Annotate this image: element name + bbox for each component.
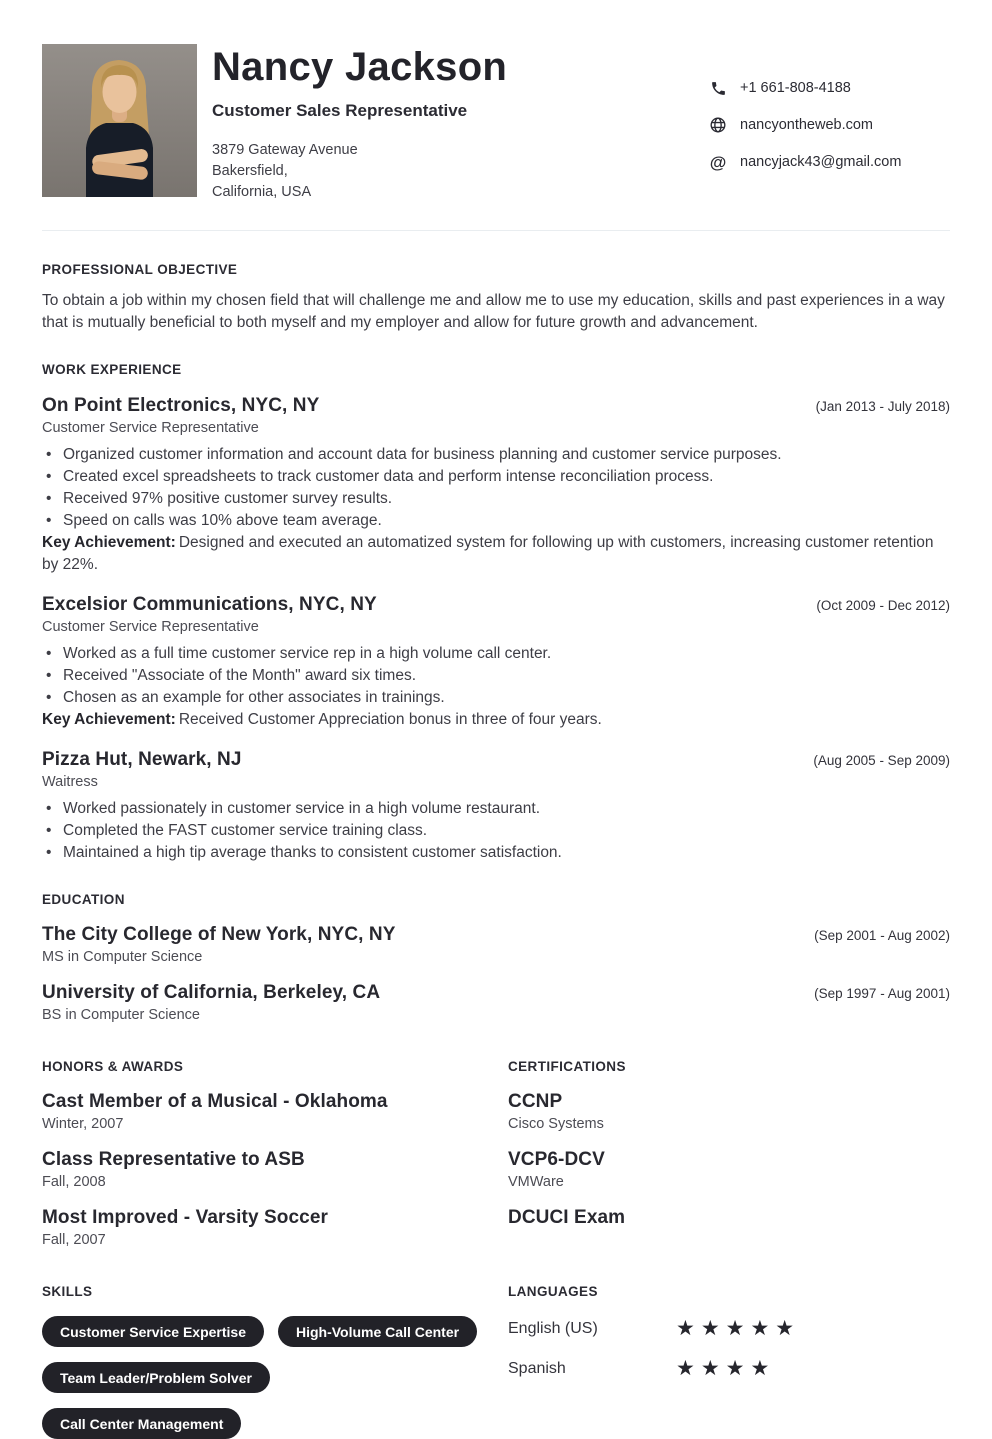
header-divider [42,230,950,231]
award-title: Class Representative to ASB [42,1149,305,1170]
certification-name: VCP6-DCV [508,1149,605,1170]
key-achievement [42,709,950,731]
section-honors-certifications [42,1059,950,1248]
certification-org: Cisco Systems [508,1116,604,1132]
job-bullets [42,643,950,709]
school-date: (Sep 1997 - Aug 2001) [814,986,950,1001]
language-star-rating: ★★★★ [676,1356,776,1380]
award-entry [42,1149,508,1190]
certification-name: DCUCI Exam [508,1207,626,1228]
school-degree: MS in Computer Science [42,949,203,965]
job-company: Pizza Hut, Newark, NJ [42,749,242,770]
skill-chip: Call Center Management [42,1408,241,1439]
address-line: California, USA [212,184,312,200]
skill-chip: Customer Service Expertise [42,1316,264,1347]
school-degree: BS in Computer Science [42,1007,200,1023]
profile-photo [42,44,197,197]
bullet-item: • Received "Associate of the Month" award six times. [42,665,950,687]
key-achievement-text: Received Customer Appreciation bonus in three of four years. [178,711,602,728]
language-name: Spanish [508,1359,566,1377]
certification-entry [508,1091,950,1132]
profile-photo-illustration [42,44,197,197]
award-entry [42,1091,508,1132]
bullet-item: • Speed on calls was 10% above team average. [42,510,950,532]
header [42,44,950,203]
section-honors-awards [42,1059,508,1248]
bullet-item: • Received 97% positive customer survey results. [42,488,950,510]
bullet-item: • Organized customer information and account data for business planning and customer service purposes. [42,444,950,466]
award-entry [42,1207,508,1248]
section-heading: EDUCATION [42,892,125,907]
award-date: Fall, 2007 [42,1232,106,1248]
section-heading: WORK EXPERIENCE [42,362,182,377]
language-name: English (US) [508,1319,598,1337]
bullet-item: • Completed the FAST customer service training class. [42,820,950,842]
address-line: 3879 Gateway Avenue [212,142,358,158]
language-star-rating: ★★★★★ [676,1316,801,1340]
school-entry [42,924,950,965]
address [212,140,507,203]
contact-website-text: nancyontheweb.com [740,117,873,133]
contact-block [708,44,950,189]
language-row [508,1318,950,1339]
certification-entry [508,1207,950,1229]
section-skills [42,1284,508,1439]
contact-phone[interactable] [708,78,950,98]
section-certifications [508,1059,950,1248]
key-achievement-label: Key Achievement: [42,534,176,551]
key-achievement [42,532,950,576]
skill-chip-list [42,1316,482,1439]
contact-email[interactable] [708,152,950,172]
person-name: Nancy Jackson [212,45,508,89]
section-heading: SKILLS [42,1284,93,1299]
job-bullets [42,444,950,532]
school-title-row [42,982,950,1004]
bullet-item: • Created excel spreadsheets to track customer data and perform intense reconciliation process. [42,466,950,488]
section-heading: HONORS & AWARDS [42,1059,184,1074]
award-title: Cast Member of a Musical - Oklahoma [42,1091,388,1112]
phone-icon [708,78,728,98]
job-title-row [42,594,950,616]
contact-email-text: nancyjack43@gmail.com [740,154,902,170]
skill-chip: High-Volume Call Center [278,1316,477,1347]
bullet-item: • Worked as a full time customer service rep in a high volume call center. [42,643,950,665]
school-name: The City College of New York, NYC, NY [42,924,396,945]
section-skills-languages [42,1284,950,1439]
job-entry [42,395,950,576]
job-entry [42,594,950,731]
school-name: University of California, Berkeley, CA [42,982,381,1003]
job-role: Customer Service Representative [42,420,259,436]
job-role: Waitress [42,774,98,790]
section-heading: LANGUAGES [508,1284,598,1299]
job-role: Customer Service Representative [42,619,259,635]
bullet-item: • Chosen as an example for other associates in trainings. [42,687,950,709]
certification-org: VMWare [508,1174,564,1190]
section-education [42,892,950,1023]
section-work-experience [42,362,950,864]
job-company: Excelsior Communications, NYC, NY [42,594,377,615]
person-job-title: Customer Sales Representative [212,101,468,120]
award-date: Fall, 2008 [42,1174,106,1190]
job-date: (Aug 2005 - Sep 2009) [813,753,950,768]
language-row [508,1358,950,1379]
section-professional-objective [42,262,950,334]
contact-phone-text: +1 661-808-4188 [740,80,851,96]
globe-icon [708,115,728,135]
bullet-item: • Worked passionately in customer service in a high volume restaurant. [42,798,950,820]
award-date: Winter, 2007 [42,1116,124,1132]
school-date: (Sep 2001 - Aug 2002) [814,928,950,943]
award-title: Most Improved - Varsity Soccer [42,1207,328,1228]
certification-entry [508,1149,950,1190]
job-date: (Oct 2009 - Dec 2012) [816,598,950,613]
at-icon: @ [709,152,727,172]
school-title-row [42,924,950,946]
section-heading: PROFESSIONAL OBJECTIVE [42,262,238,277]
contact-website[interactable] [708,115,950,135]
key-achievement-label: Key Achievement: [42,711,176,728]
certification-name: CCNP [508,1091,563,1112]
job-company: On Point Electronics, NYC, NY [42,395,320,416]
header-identity [212,44,507,203]
section-languages [508,1284,950,1439]
job-date: (Jan 2013 - July 2018) [815,399,950,414]
key-achievement-text: Designed and executed an automatized system for following up with customers, increasing customer retention by 22%. [42,534,934,573]
job-title-row [42,749,950,771]
job-entry [42,749,950,864]
bullet-item: • Maintained a high tip average thanks to consistent customer satisfaction. [42,842,950,864]
job-bullets [42,798,950,864]
school-entry [42,982,950,1023]
address-line: Bakersfield, [212,163,288,179]
objective-text: To obtain a job within my chosen field that will challenge me and allow me to use my education, skills and past experiences in a way that is mutually beneficial to both myself and my employer and allow for future growth and advancement. [42,292,945,331]
job-title-row [42,395,950,417]
section-heading: CERTIFICATIONS [508,1059,626,1074]
skill-chip: Team Leader/Problem Solver [42,1362,270,1393]
